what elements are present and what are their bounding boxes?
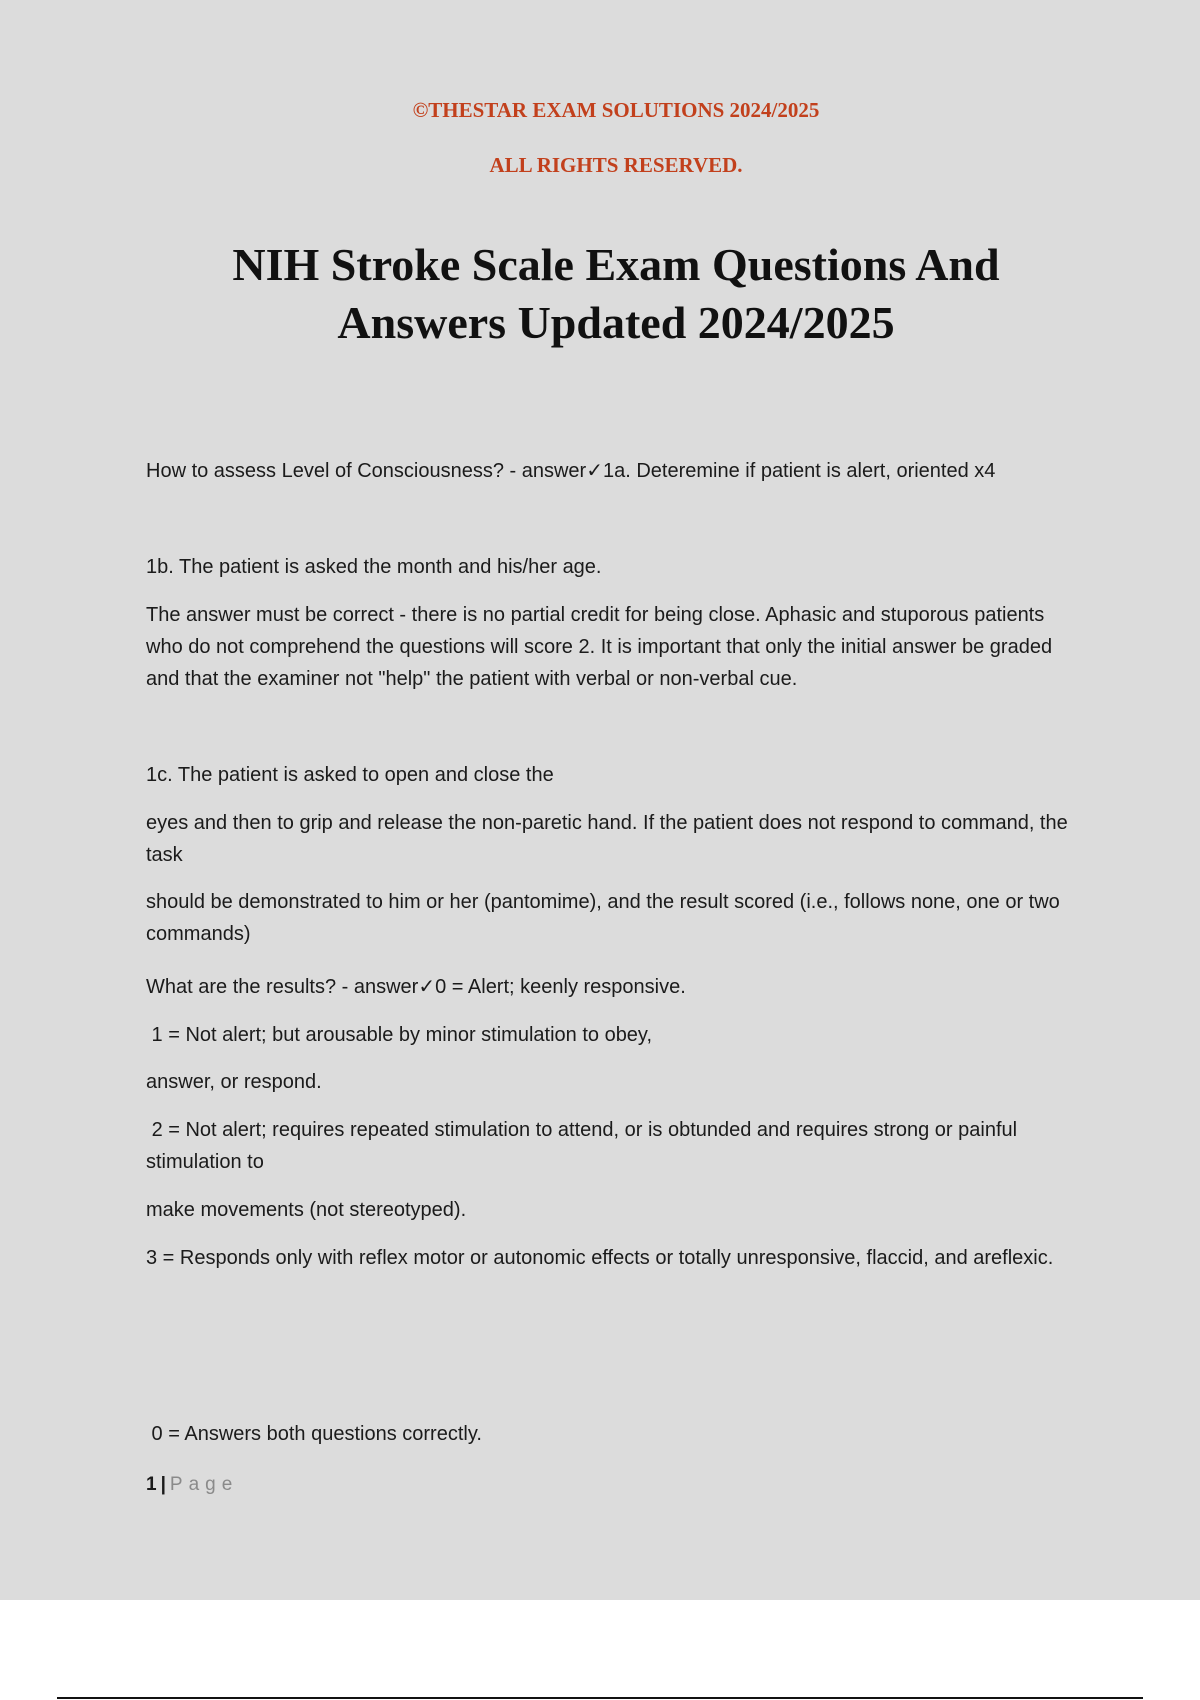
- paragraph-1b: 1b. The patient is asked the month and his/her age.: [146, 556, 602, 578]
- paragraph-pantomime: should be demonstrated to him or her (pantomime), and the result scored (i.e., follows none, one or two commands): [146, 891, 1060, 945]
- rights-header: ALL RIGHTS RESERVED.: [489, 153, 743, 177]
- copyright-header: ©THESTAR EXAM SOLUTIONS 2024/2025: [412, 98, 820, 122]
- page-separator: |: [160, 1474, 166, 1495]
- document-title: [0, 236, 1200, 352]
- page-footer: [146, 1474, 238, 1496]
- paragraph-answers-both: 0 = Answers both questions correctly.: [146, 1423, 482, 1445]
- paragraph-eyes-grip: eyes and then to grip and release the non-paretic hand. If the patient does not respond to command, the task: [146, 812, 1068, 866]
- page-label: Page: [169, 1474, 239, 1495]
- title-line-2: Answers Updated 2024/2025: [337, 297, 895, 348]
- title-line-1: NIH Stroke Scale Exam Questions And: [232, 239, 1000, 290]
- paragraph-loc-question: How to assess Level of Consciousness? - answer✓1a. Deteremine if patient is alert, oriented x4: [146, 460, 996, 482]
- paragraph-answer-rules: The answer must be correct - there is no partial credit for being close. Aphasic and stuporous patients who do not comprehend the questions will score 2. It is important that only the initial answer be graded and that the examiner not "help" the patient with verbal or non-verbal cue.: [146, 604, 1053, 690]
- divider-line: [57, 1697, 1143, 1699]
- paragraph-1c: 1c. The patient is asked to open and close the: [146, 764, 554, 786]
- paragraph-score-1: 1 = Not alert; but arousable by minor stimulation to obey,: [146, 1024, 653, 1046]
- page-number: 1: [146, 1474, 157, 1495]
- paragraph-score-1-cont: answer, or respond.: [146, 1071, 322, 1093]
- paragraph-score-3: 3 = Responds only with reflex motor or autonomic effects or totally unresponsive, flaccid, and areflexic.: [146, 1247, 1054, 1269]
- paragraph-score-2: 2 = Not alert; requires repeated stimulation to attend, or is obtunded and requires strong or painful stimulation to: [146, 1119, 1023, 1173]
- paragraph-score-2-cont: make movements (not stereotyped).: [146, 1199, 467, 1221]
- paragraph-results-question: What are the results? - answer✓0 = Alert; keenly responsive.: [146, 976, 686, 998]
